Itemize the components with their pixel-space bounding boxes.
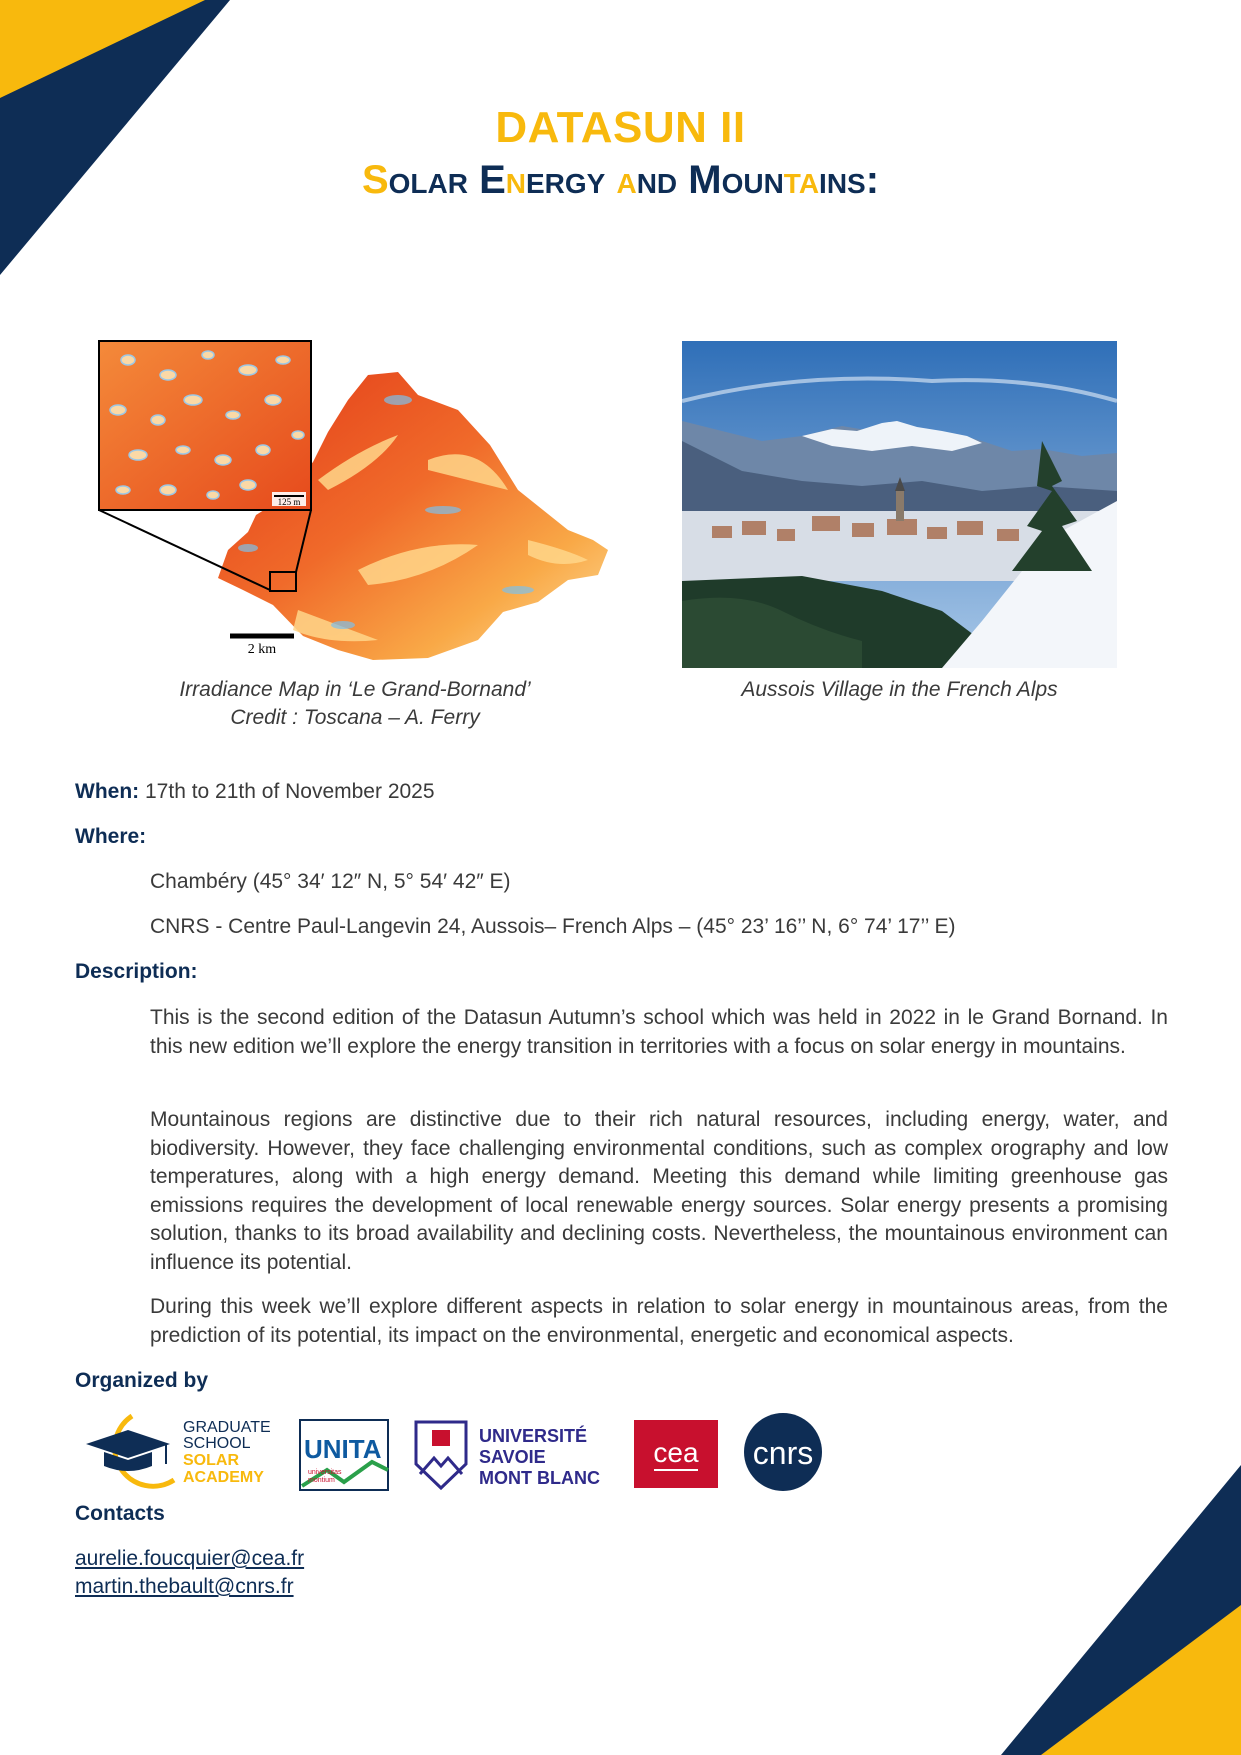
scale-label-small: 125 m: [277, 497, 301, 507]
description-paragraph-2: Mountainous regions are distinctive due to their rich natural resources, including energy, water, and biodiversity. However, they face challenging environmental conditions, such as complex orography and low temperatures, along with a high energy demand. Meeting this demand while limiting greenhouse gas emissions requires the development of local renewable energy sources. Solar energy presents a promising solution, thanks to its broad availability and declining costs. Nevertheless, the mountainous environment can influence its potential.: [150, 1108, 1168, 1274]
unita-logo: [300, 1420, 388, 1490]
cnrs-logo: [744, 1413, 822, 1491]
organized-by-label: Organized by: [75, 1369, 209, 1392]
gsa-line-3: SOLAR: [183, 1452, 239, 1469]
title-fragment: olar: [388, 158, 480, 202]
caption-line-1: Irradiance Map in ‘Le Grand-Bornand’: [179, 678, 531, 701]
page-title: DATASUN II: [495, 103, 746, 152]
usmb-line-1: UNIVERSITÉ: [479, 1426, 588, 1446]
title-block: [0, 102, 1241, 206]
gsa-line-2: SCHOOL: [183, 1435, 251, 1452]
description-label: Description:: [75, 960, 198, 983]
title-fragment: a: [616, 158, 637, 202]
title-fragment: nd: [636, 158, 689, 202]
email-link-foucquier[interactable]: aurelie.foucquier@cea.fr: [75, 1547, 305, 1570]
aussois-village-photo: [682, 341, 1117, 668]
village-photo-caption: Aussois Village in the French Alps: [741, 678, 1058, 701]
unita-text: UNITA: [304, 1434, 382, 1464]
title-fragment: E: [479, 158, 506, 202]
unita-sub-2: montium: [308, 1477, 335, 1484]
contacts-label: Contacts: [75, 1502, 165, 1525]
corner-decoration-bottom-right: [1001, 1465, 1241, 1755]
where-label: Where:: [75, 825, 147, 848]
gsa-line-4: ACADEMY: [183, 1469, 264, 1486]
when-value: 17th to 21th of November 2025: [145, 780, 435, 803]
where-location-1: Chambéry (45° 34′ 12″ N, 5° 54′ 42″ E): [150, 870, 511, 893]
title-fragment: ta: [783, 158, 820, 202]
organizer-logos: [82, 1410, 842, 1494]
title-fragment: Moun: [688, 158, 784, 202]
irradiance-map-caption: [90, 676, 620, 732]
cnrs-text: cnrs: [752, 1435, 814, 1471]
title-fragment: ins:: [819, 158, 880, 202]
universite-savoie-mont-blanc-logo: [416, 1422, 600, 1488]
title-fragment: ergy: [525, 158, 617, 202]
cea-logo: [634, 1420, 718, 1488]
title-fragment: S: [361, 158, 389, 202]
usmb-line-2: SAVOIE: [479, 1447, 546, 1467]
when-row: [75, 778, 435, 806]
gsa-line-1: GRADUATE: [183, 1419, 271, 1436]
cea-text: cea: [653, 1437, 699, 1468]
title-fragment: n: [505, 158, 526, 202]
irradiance-map-image: [98, 340, 614, 662]
usmb-line-3: MONT BLANC: [479, 1468, 600, 1488]
graduate-school-solar-academy-logo: [86, 1416, 271, 1486]
description-paragraph-3: During this week we’ll explore different aspects in relation to solar energy in mountainous areas, from the prediction of its potential, its impact on the environmental, energetic and economical aspects.: [150, 1295, 1168, 1347]
unita-sub-1: universitas: [308, 1469, 342, 1476]
caption-line-2: Credit : Toscana – A. Ferry: [230, 706, 480, 729]
email-link-thebault[interactable]: martin.thebault@cnrs.fr: [75, 1575, 294, 1598]
scale-label-large: 2 km: [247, 642, 277, 657]
description-paragraph-1: This is the second edition of the Datasun Autumn’s school which was held in 2022 in le Grand Bornand. In this new edition we’ll explore the energy transition in territories with a focus on solar energy in mountains.: [150, 1006, 1168, 1058]
where-location-2: CNRS - Centre Paul-Langevin 24, Aussois– French Alps – (45° 23’ 16’’ N, 6° 74’ 17’’ E): [150, 915, 956, 938]
page-subtitle: [0, 154, 1241, 206]
when-label: When:: [75, 780, 140, 803]
